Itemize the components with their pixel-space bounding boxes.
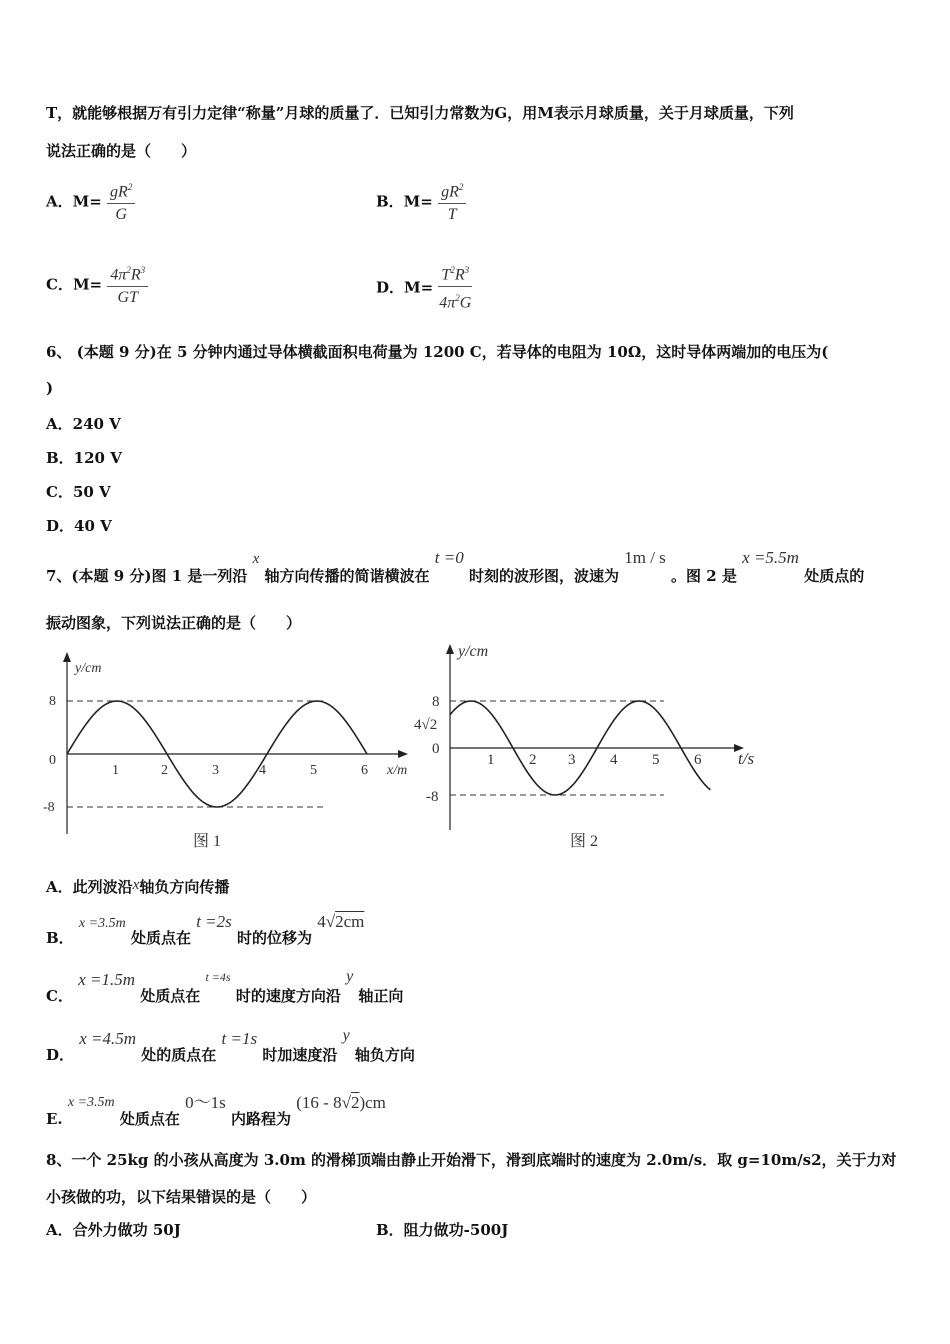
fig1-x-arrow <box>398 750 408 758</box>
fig2-xlabel: t/s <box>738 749 755 768</box>
q7-option-b: B． x =3.5m 处质点在 t =2s 时的位移为 4√2cm <box>46 912 365 947</box>
q5-option-c-label: C．M= <box>46 275 103 294</box>
q5-stem-line2: 说法正确的是（ ） <box>46 142 197 160</box>
q5-option-b-label: B．M= <box>376 192 433 211</box>
q5-stem-line1: T，就能够根据万有引力定律“称量”月球的质量了．已知引力常数为G，用M表示月球质量，关于月球质量，下列 <box>46 104 794 122</box>
fig1-xtick-1: 1 <box>112 763 119 778</box>
q6-stem-line1: 6、 (本题 9 分)在 5 分钟内通过导体横截面积电荷量为 1200 C，若导体的电阻为 10Ω，这时导体两端加的电压为( <box>46 343 829 361</box>
q5-option-d <box>376 259 472 315</box>
fig1-ytick-8: 8 <box>49 694 56 709</box>
fig2-y-arrow <box>446 644 454 654</box>
fig1-xtick-6: 6 <box>361 763 368 778</box>
q8-option-a: A．合外力做功 50J <box>46 1221 181 1239</box>
q5-option-a <box>46 176 135 226</box>
q6-option-c: C．50 V <box>46 483 111 501</box>
fig2-xtick-4: 4 <box>610 752 618 768</box>
fig2-ytick-8: 8 <box>432 694 440 710</box>
fig2-xtick-6: 6 <box>694 752 702 768</box>
q6-option-a: A．240 V <box>46 415 121 433</box>
q6-stem-line2: ) <box>46 379 54 397</box>
q5-option-c <box>46 259 148 309</box>
q5-option-c-fraction: $\frac{4\pi^2R^3}{GT}$ <box>107 259 148 309</box>
figure-1-wave-graph <box>40 648 420 858</box>
q8-stem-line2: 小孩做的功，以下结果错误的是（ ） <box>46 1188 317 1206</box>
fig2-ytick-neg8: -8 <box>426 789 439 805</box>
fig1-xtick-3: 3 <box>212 763 219 778</box>
q7-option-d: D． x =4.5m 处的质点在 t =1s 时加速度沿 y 轴负方向 <box>46 1027 415 1064</box>
fig1-xlabel: x/m <box>387 763 408 778</box>
q5-option-b-fraction: $\frac{gR^2}{T}$ <box>438 176 466 226</box>
q7-stem-line1: 7、(本题 9 分)图 1 是一列沿 x 轴方向传播的简谐横波在 t =0 时刻的波形图，波速为 1m / s 。图 2 是 x =5.5m 处质点的 <box>46 548 865 585</box>
q7-option-c: C． x =1.5m 处质点在 $^{t =4s}$ 时的速度方向沿 y 轴正向 <box>46 968 404 1005</box>
fig1-y-arrow <box>63 652 71 662</box>
q8-option-b: B．阻力做功-500J <box>376 1221 509 1239</box>
fig2-xtick-3: 3 <box>568 752 576 768</box>
q6-option-b: B．120 V <box>46 449 122 467</box>
fig1-ylabel: y/cm <box>75 661 102 676</box>
fig2-xtick-5: 5 <box>652 752 660 768</box>
q8-stem-line1: 8、一个 25kg 的小孩从高度为 3.0m 的滑梯顶端由静止开始滑下，滑到底端时的速度为 2.0m/s．取 g=10m/s2，关于力对 <box>46 1151 897 1169</box>
fig2-xtick-1: 1 <box>487 752 495 768</box>
q5-option-a-label: A．M= <box>46 192 102 211</box>
fig2-xtick-2: 2 <box>529 752 537 768</box>
figure-2-vibration-graph <box>410 638 770 858</box>
fig1-ytick-0: 0 <box>49 753 56 768</box>
q5-option-d-fraction: $\frac{T^2R^3}{4\pi^2G}$ <box>438 259 472 315</box>
fig1-caption: 图 1 <box>193 833 222 850</box>
fig1-xtick-5: 5 <box>310 763 317 778</box>
fig2-ytick-4root2: 4√2 <box>414 717 438 733</box>
fig1-ytick-neg8: -8 <box>43 800 55 815</box>
fig1-xtick-2: 2 <box>161 763 168 778</box>
fig1-xtick-4: 4 <box>259 763 266 778</box>
q7-stem-line2: 振动图象，下列说法正确的是（ ） <box>46 614 302 632</box>
fig2-caption: 图 2 <box>570 833 599 850</box>
q6-option-d: D．40 V <box>46 517 112 535</box>
fig2-ytick-0: 0 <box>432 741 440 757</box>
q5-option-d-label: D．M= <box>376 278 434 297</box>
q5-option-b <box>376 176 466 226</box>
q7-option-a: A．此列波沿x轴负方向传播 <box>46 877 230 896</box>
fig2-ylabel: y/cm <box>458 643 489 660</box>
q7-option-e: E. x =3.5m 处质点在 0～1s 内路程为 (16 - 8√2)cm <box>46 1093 386 1128</box>
q5-option-a-fraction: $\frac{gR^2}{G}$ <box>107 176 135 226</box>
